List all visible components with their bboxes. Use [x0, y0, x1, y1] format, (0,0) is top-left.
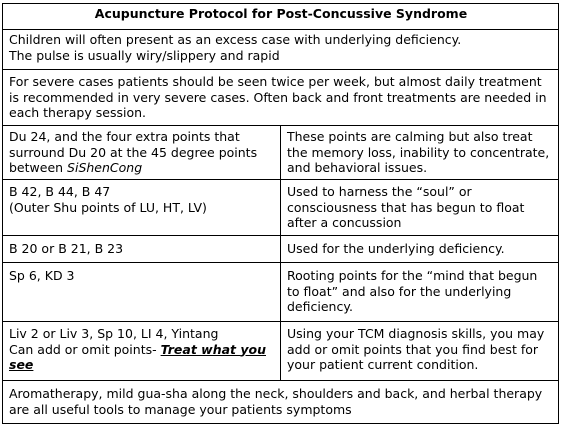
footer-row: [3, 381, 559, 424]
points-line-2-prefix: Can add or omit points-: [9, 341, 161, 357]
protocol-table: [2, 3, 559, 424]
points-text: Du 24, and the four extra points that surround Du 20 at the 45 degree points between: [9, 129, 258, 175]
purpose-cell: Used for the underlying deficiency.: [281, 236, 559, 263]
treat-what-you-see-emphasis: Treat what you see: [9, 341, 266, 372]
points-line-1: B 42, B 44, B 47: [9, 184, 111, 199]
purpose-cell: Rooting points for the “mind that begun to float” and also for the underlying deficiency.: [281, 263, 559, 322]
table-row: [3, 263, 559, 322]
table-row: [3, 322, 559, 381]
points-cell: B 20 or B 21, B 23: [3, 236, 281, 263]
footer-cell: Aromatherapy, mild gua-sha along the neck, shoulders and back, and herbal therapy are all useful tools to manage your patients symptoms: [3, 381, 559, 424]
points-cell: [3, 322, 281, 381]
points-line-1: Liv 2 or Liv 3, Sp 10, LI 4, Yintang: [9, 326, 219, 341]
intro-line-2: The pulse is usually wiry/slippery and rapid: [9, 47, 280, 63]
points-italic-text: SiShenCong: [67, 160, 143, 175]
table-row: [3, 126, 559, 180]
intro-row: [3, 30, 559, 70]
frequency-cell: For severe cases patients should be seen twice per week, but almost daily treatment is recommended in very severe cases. Often back and front treatments are needed in each therapy session.: [3, 70, 559, 126]
table-title: Acupuncture Protocol for Post-Concussive Syndrome: [3, 4, 559, 30]
points-line-2: (Outer Shu points of LU, HT, LV): [9, 199, 207, 215]
purpose-cell: These points are calming but also treat the memory loss, inability to concentrate, and behavioral issues.: [281, 126, 559, 180]
intro-line-1: Children will often present as an excess case with underlying deficiency.: [9, 32, 462, 47]
purpose-cell: Used to harness the “soul” or consciousness that has begun to float after a concussion: [281, 180, 559, 236]
title-row: [3, 4, 559, 30]
table-row: [3, 236, 559, 263]
points-cell: Sp 6, KD 3: [3, 263, 281, 322]
intro-cell: [3, 30, 559, 70]
points-cell: [3, 180, 281, 236]
points-cell: [3, 126, 281, 180]
purpose-cell: Using your TCM diagnosis skills, you may add or omit points that you find best for your patient current condition.: [281, 322, 559, 381]
table-row: [3, 180, 559, 236]
frequency-row: [3, 70, 559, 126]
